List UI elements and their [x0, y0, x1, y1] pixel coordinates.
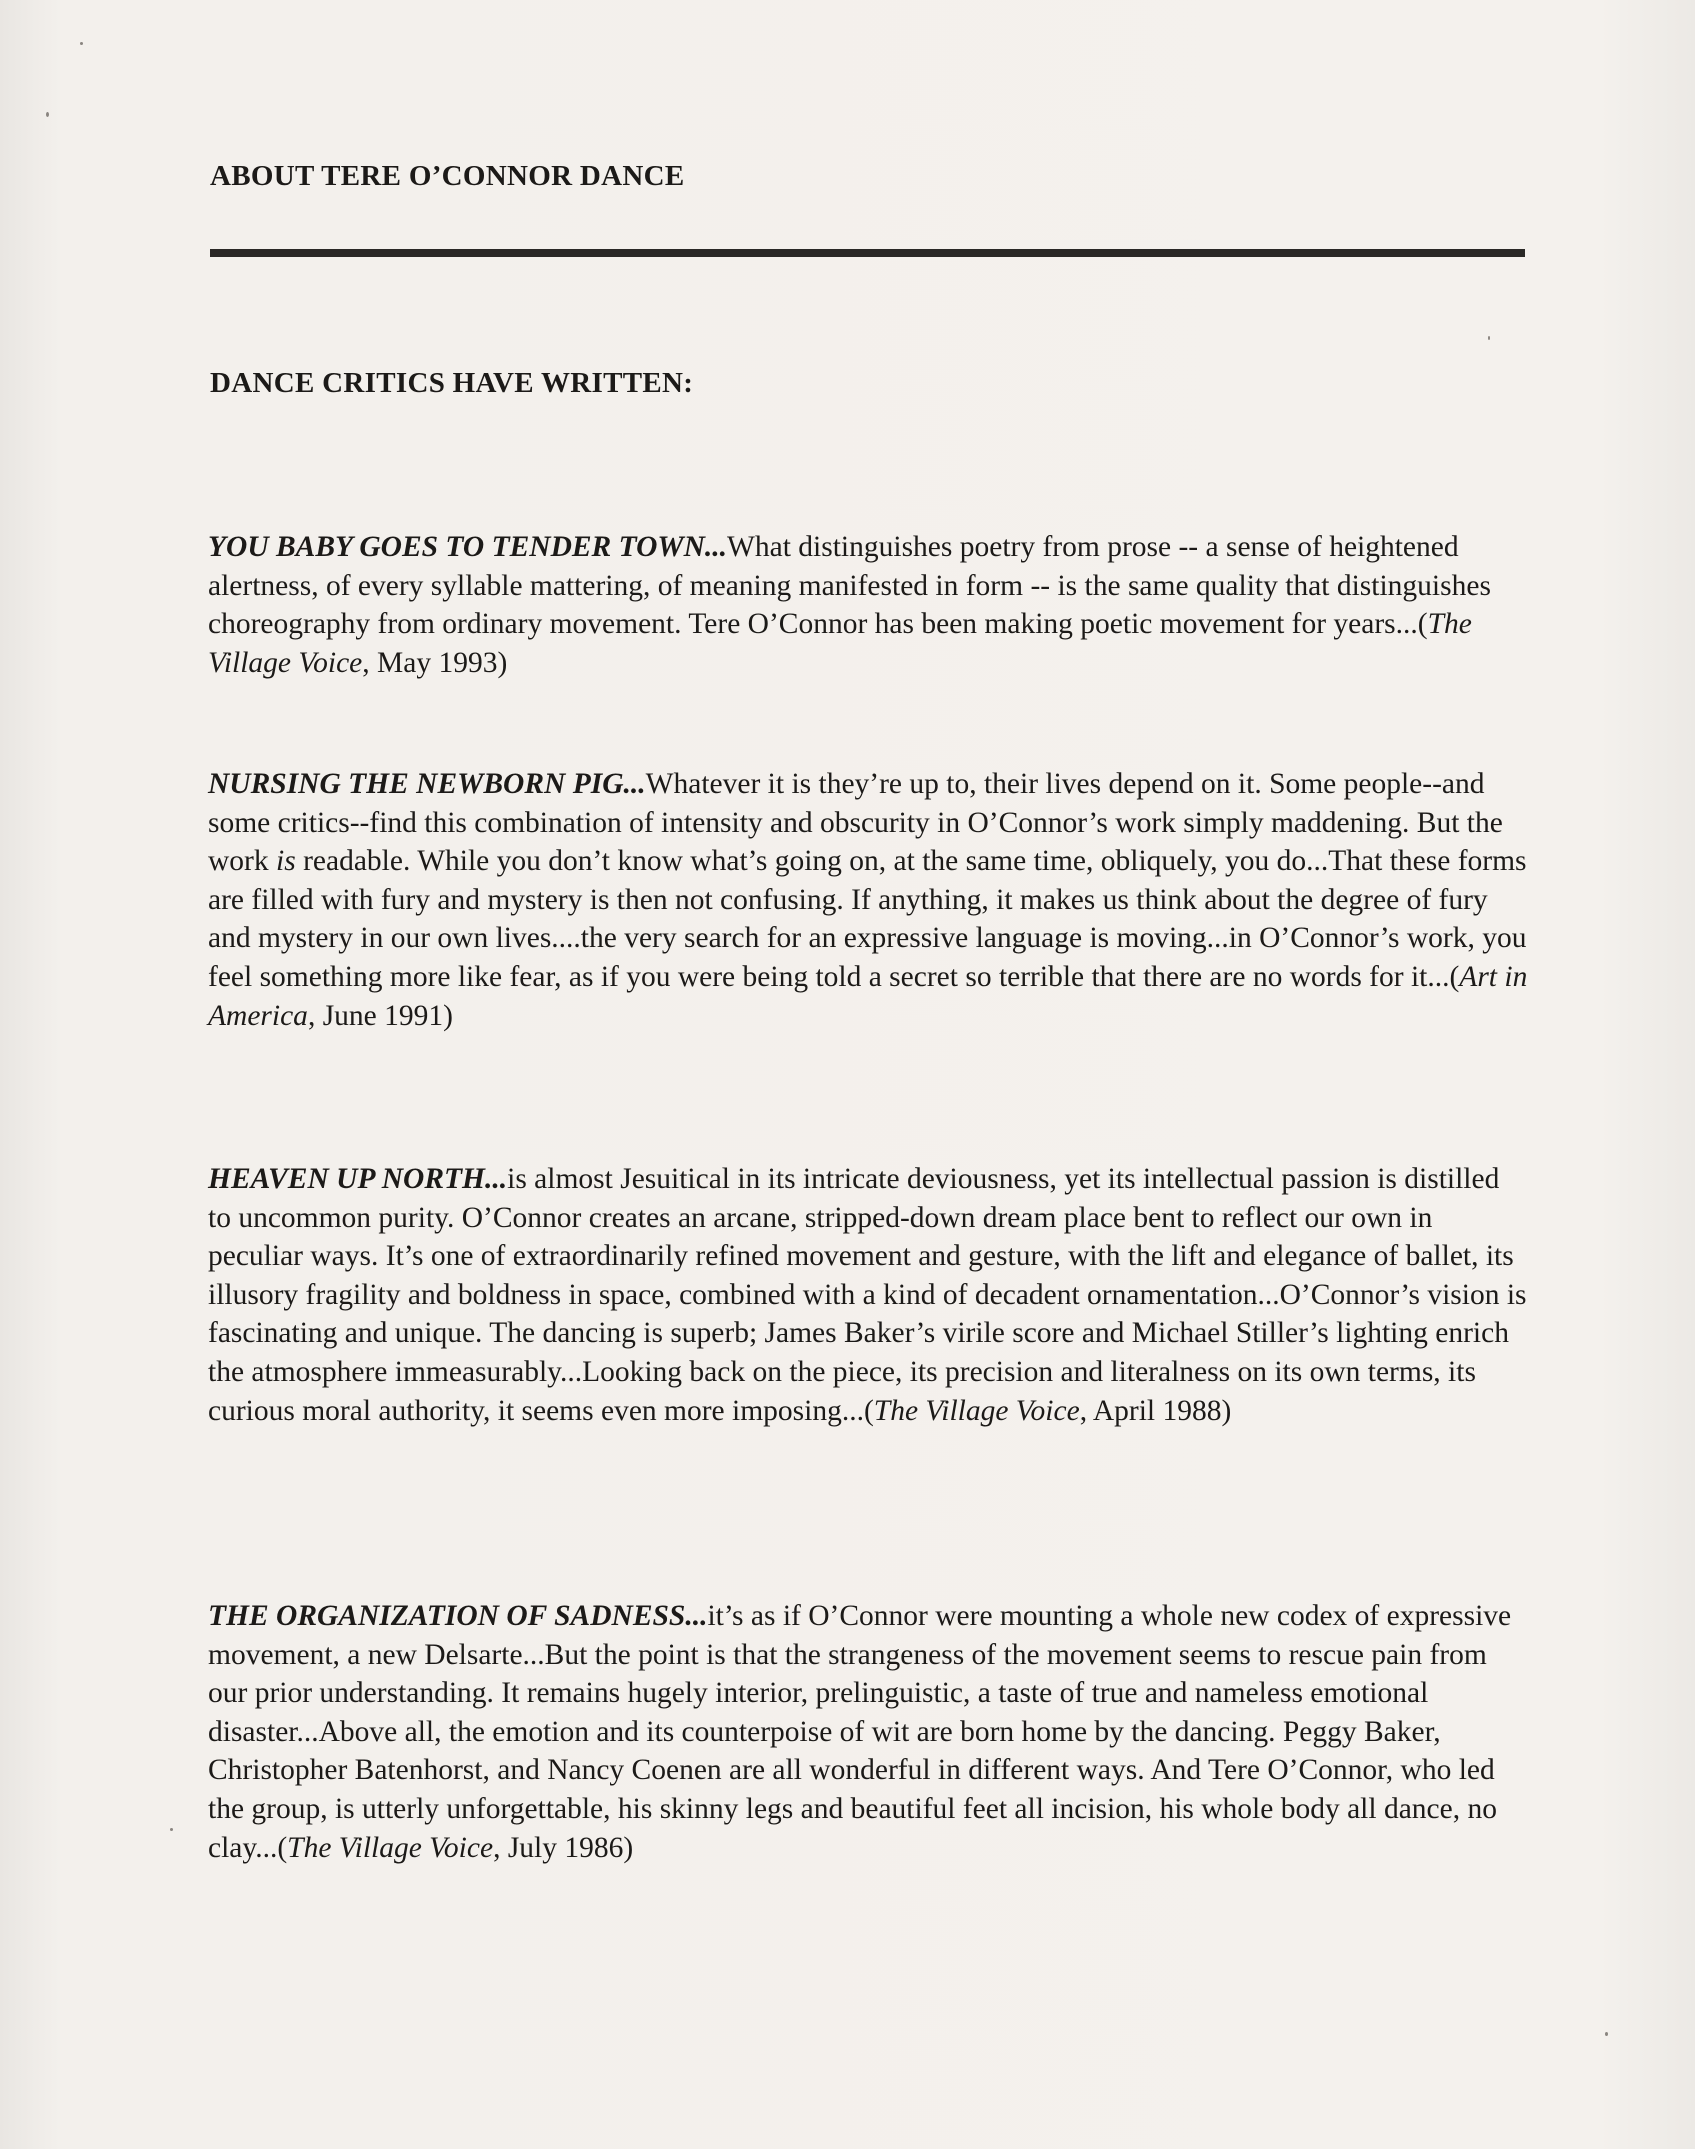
review-date: , July 1986) — [493, 1831, 634, 1864]
paper-speck — [80, 42, 83, 45]
section-heading: DANCE CRITICS HAVE WRITTEN: — [210, 367, 694, 399]
review-source: The Village Voice — [873, 1394, 1080, 1427]
paper-speck — [1488, 336, 1490, 340]
review-paragraph — [208, 1160, 1528, 1430]
review-emphasis: is — [276, 845, 296, 878]
review-source: Art in America — [208, 960, 1528, 1032]
paper-speck — [46, 112, 49, 117]
review-paragraph — [208, 765, 1528, 1035]
review-work-title: HEAVEN UP NORTH... — [208, 1163, 508, 1195]
review-work-title: THE ORGANIZATION OF SADNESS... — [208, 1600, 708, 1632]
paper-speck — [1605, 2032, 1608, 2036]
review-text: is almost Jesuitical in its intricate deviousness, yet its intellectual passion is distilled to uncommon purity. O’Connor creates an arcane, stripped-down dream place bent to reflect our own in peculiar ways. It’s one of extraordinarily refined movement and gesture, with the lift and elegance of ballet, its illusory fragility and boldness in space, combined with a kind of decadent ornamentation...O’Connor’s vision is fascinating and unique. The dancing is superb; James Baker’s virile score and Michael Stiller’s lighting enrich the atmosphere immeasurably...Looking back on the piece, its precision and literalness on its own terms, its curious moral authority, it seems even more imposing...( — [208, 1163, 1527, 1427]
review-date: , April 1988) — [1079, 1394, 1232, 1427]
review-date: , June 1991) — [307, 999, 453, 1032]
review-source: The Village Voice — [208, 608, 1472, 679]
review-text: readable. While you don’t know what’s going on, at the same time, obliquely, you do...That these forms are filled with fury and mystery is then not confusing. If anything, it makes us think about the degree of fury and mystery in our own lives....the very search for an expressive language is moving...in O’Connor’s work, you feel something more like fear, as if you were being told a secret so terrible that there are no words for it...( — [208, 845, 1527, 993]
paper-speck — [170, 1828, 173, 1831]
review-source: The Village Voice — [287, 1831, 494, 1864]
horizontal-rule — [210, 249, 1525, 257]
review-paragraph — [208, 1597, 1528, 1867]
review-text-intro: Whatever it is they’re up to, their lives depend on it. Some people--and some critics--find this combination of intensity and obscurity in O’Connor’s work simply maddening. But the work — [208, 768, 1503, 878]
review-work-title: YOU BABY GOES TO TENDER TOWN... — [208, 531, 728, 563]
review-paragraph — [208, 528, 1528, 682]
review-text: What distinguishes poetry from prose -- a sense of heightened alertness, of every syllable mattering, of meaning manifested in form -- is the same quality that distinguishes choreography from ordinary movement. Tere O’Connor has been making poetic movement for years...( — [208, 531, 1491, 641]
review-date: , May 1993) — [362, 646, 508, 679]
review-text: it’s as if O’Connor were mounting a whole new codex of expressive movement, a new Delsarte...But the point is that the strangeness of the movement seems to rescue pain from our prior understanding. It remains hugely interior, prelinguistic, a taste of true and nameless emotional disaster...Above all, the emotion and its counterpoise of wit are born home by the dancing. Peggy Baker, Christopher Batenhorst, and Nancy Coenen are all wonderful in different ways. And Tere O’Connor, who led the group, is utterly unforgettable, his skinny legs and beautiful feet all incision, his whole body all dance, no clay...( — [208, 1600, 1512, 1864]
document-title: ABOUT TERE O’CONNOR DANCE — [210, 160, 685, 192]
review-work-title: NURSING THE NEWBORN PIG... — [208, 768, 646, 800]
